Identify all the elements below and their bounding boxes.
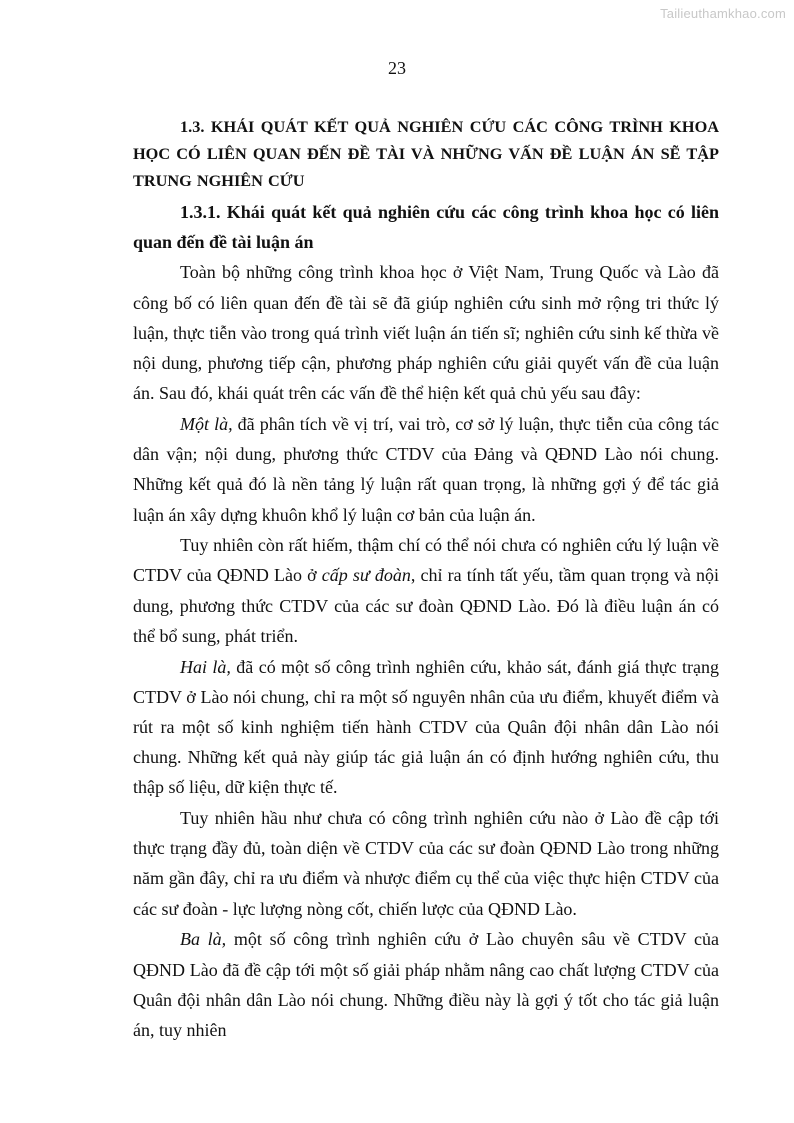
paragraph-text: Tuy nhiên còn rất hiếm, thậm chí có thể nói chưa có nghiên cứu lý luận về CTDV của QĐND Lào ở (133, 535, 719, 586)
document-body (133, 110, 719, 1045)
page-number: 23 (388, 58, 406, 78)
paragraph-text: đã phân tích về vị trí, vai trò, cơ sở lý luận, thực tiễn của công tác dân vận; nội dung, phương thức CTDV của Đảng và QĐND Lào nói chung. Những kết quả đó là nền tảng lý luận rất quan trọng, là những gợi ý để tác giả luận án xây dựng khuôn khổ lý luận cơ bản của luận án. (133, 413, 719, 525)
paragraph-text: một số công trình nghiên cứu ở Lào chuyên sâu về CTDV của QĐND Lào đã đề cập tới một số giải pháp nhằm nâng cao chất lượng CTDV của Quân đội nhân dân Lào nói chung. Những điều này là gợi ý tốt cho tác giả luận án, tuy nhiên (133, 929, 719, 1040)
paragraph-first-point (133, 409, 719, 530)
emphasis-text: cấp sư đoàn (321, 565, 411, 586)
paragraph-lead: Một là, (180, 413, 233, 434)
paragraph-second-point (133, 652, 719, 803)
paragraph-first-limitation (133, 530, 719, 651)
subsection-heading: 1.3.1. Khái quát kết quả nghiên cứu các công trình khoa học có liên quan đến đề tài luận án (133, 202, 719, 253)
paragraph-third-point (133, 924, 719, 1045)
watermark: Tailieuthamkhao.com (660, 6, 786, 21)
paragraph-text: đã có một số công trình nghiên cứu, khảo sát, đánh giá thực trạng CTDV ở Lào nói chung, chỉ ra một số nguyên nhân của ưu điểm, khuyết điểm và rút ra một số kinh nghiệm tiến hành CTDV của Quân đội nhân dân Lào nói chung. Những kết quả này giúp tác giả luận án có định hướng nghiên cứu, thu thập số liệu, dữ kiện thực tế. (133, 656, 719, 798)
paragraph-intro: Toàn bộ những công trình khoa học ở Việt Nam, Trung Quốc và Lào đã công bố có liên quan đến đề tài sẽ đã giúp nghiên cứu sinh mở rộng tri thức lý luận, thực tiễn vào trong quá trình viết luận án tiến sĩ; nghiên cứu sinh kế thừa về nội dung, phương tiếp cận, phương pháp nghiên cứu giải quyết vấn đề của luận án. Sau đó, khái quát trên các vấn đề thể hiện kết quả chủ yếu sau đây: (133, 262, 719, 404)
paragraph-second-limitation: Tuy nhiên hầu như chưa có công trình nghiên cứu nào ở Lào đề cập tới thực trạng đầy đủ, toàn diện về CTDV của các sư đoàn QĐND Lào trong những năm gần đây, chỉ ra ưu điểm và nhược điểm cụ thể của việc thực hiện CTDV của các sư đoàn - lực lượng nòng cốt, chiến lược của QĐND Lào. (133, 808, 719, 919)
paragraph-lead: Hai là, (180, 656, 231, 677)
paragraph-text: , chỉ ra tính tất yếu, tầm quan trọng và nội dung, phương thức CTDV của các sư đoàn QĐND Lào. Đó là điều luận án có thể bổ sung, phát triển. (133, 565, 720, 646)
section-heading: 1.3. KHÁI QUÁT KẾT QUẢ NGHIÊN CỨU CÁC CÔNG TRÌNH KHOA HỌC CÓ LIÊN QUAN ĐẾN ĐỀ TÀI VÀ NHỮNG VẤN ĐỀ LUẬN ÁN SẼ TẬP TRUNG NGHIÊN CỨU (133, 117, 719, 190)
paragraph-lead: Ba là, (180, 929, 227, 950)
